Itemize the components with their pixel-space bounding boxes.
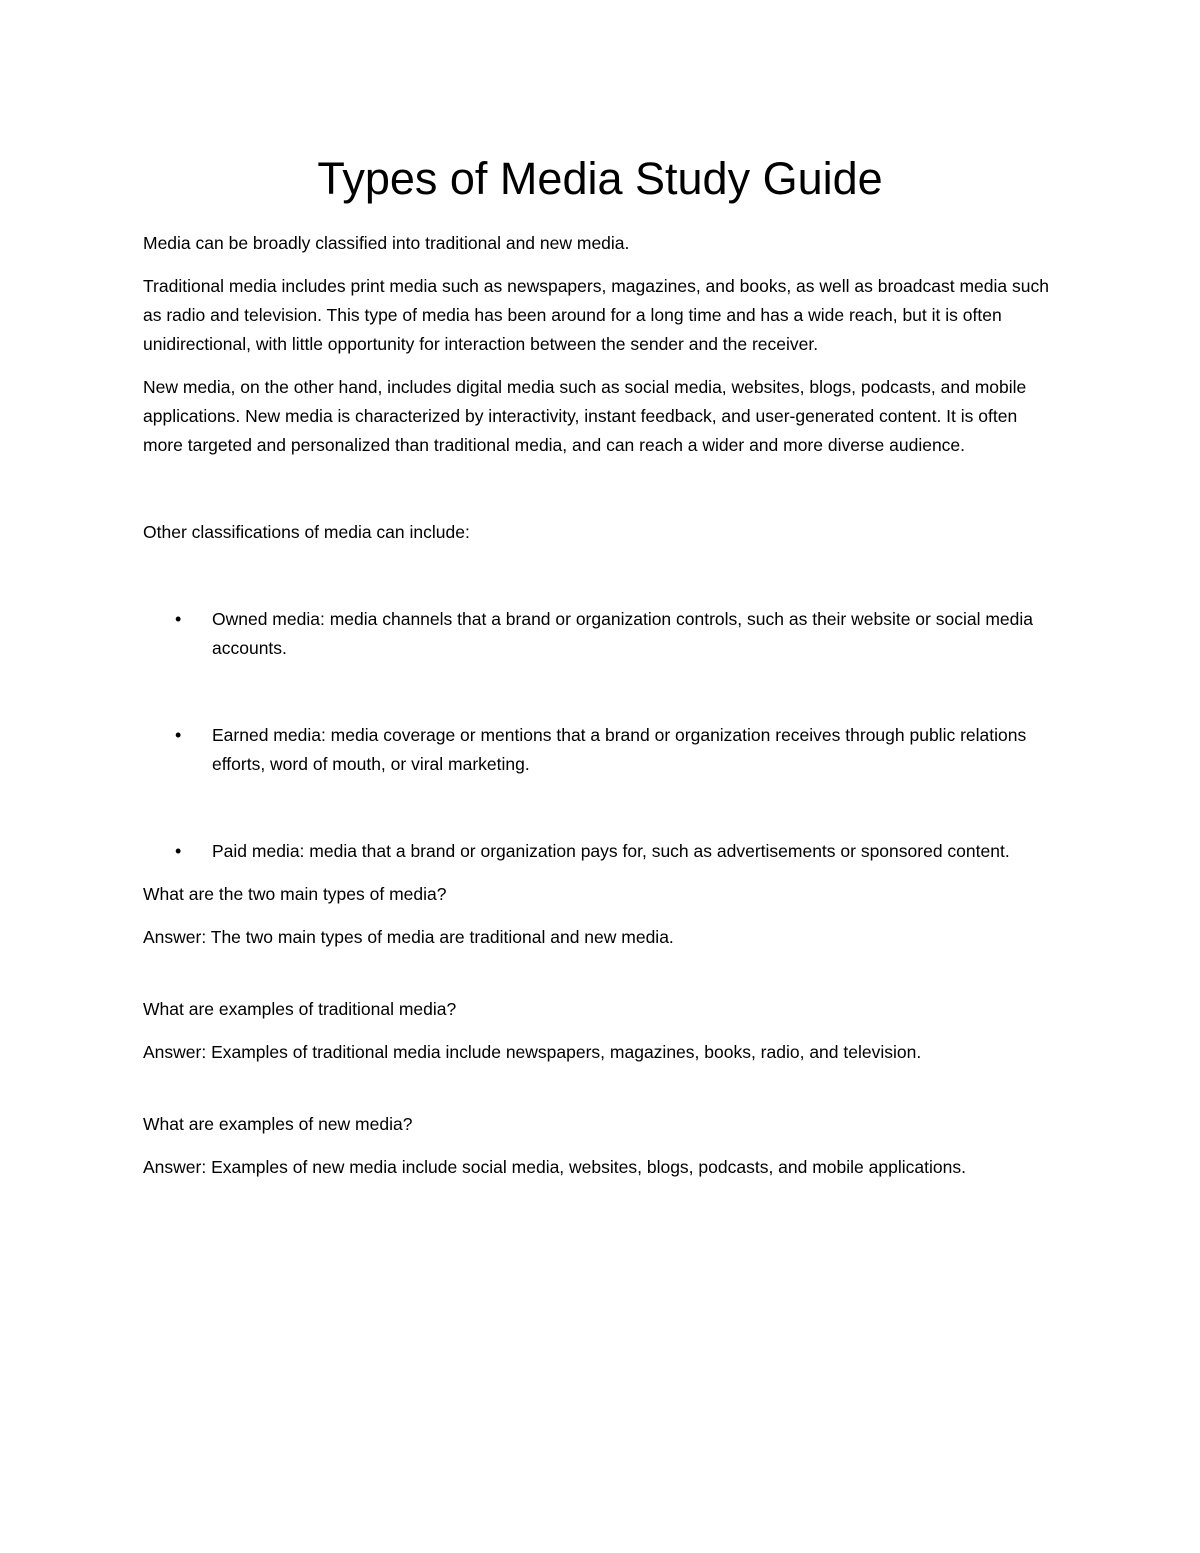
list-item [143,605,1053,663]
bullet-icon: • [175,725,182,745]
answer-text: Answer: The two main types of media are traditional and new media. [143,927,674,947]
classifications-list [143,605,1053,866]
list-item [143,721,1053,779]
classifications-intro: Other classifications of media can include: [143,522,470,542]
document-title: Types of Media Study Guide [317,153,883,204]
new-media-paragraph: New media, on the other hand, includes digital media such as social media, websites, blogs, podcasts, and mobile applications. New media is characterized by interactivity, instant feedback, and user-generated content. It is often more targeted and personalized than traditional media, and can reach a wider and more diverse audience. [143,377,1027,455]
intro-paragraph: Media can be broadly classified into traditional and new media. [143,233,630,253]
traditional-media-paragraph: Traditional media includes print media such as newspapers, magazines, and books, as well as broadcast media such as radio and television. This type of media has been around for a long time and has a wide reach, but it is often unidirectional, with little opportunity for interaction between the sender and the receiver. [143,276,1049,354]
answer-text: Answer: Examples of new media include social media, websites, blogs, podcasts, and mobile applications. [143,1157,966,1177]
document-body [143,229,1053,1182]
question-text: What are examples of new media? [143,1114,413,1134]
bullet-icon: • [175,609,182,629]
bullet-icon: • [175,841,182,861]
answer-text: Answer: Examples of traditional media include newspapers, magazines, books, radio, and television. [143,1042,922,1062]
question-text: What are examples of traditional media? [143,999,457,1019]
list-item-text: Earned media: media coverage or mentions that a brand or organization receives through public relations efforts, word of mouth, or viral marketing. [212,725,1027,774]
list-item-text: Owned media: media channels that a brand or organization controls, such as their website or social media accounts. [212,609,1033,658]
question-text: What are the two main types of media? [143,884,447,904]
list-item-text: Paid media: media that a brand or organization pays for, such as advertisements or sponsored content. [212,841,1010,861]
list-item [143,837,1053,866]
